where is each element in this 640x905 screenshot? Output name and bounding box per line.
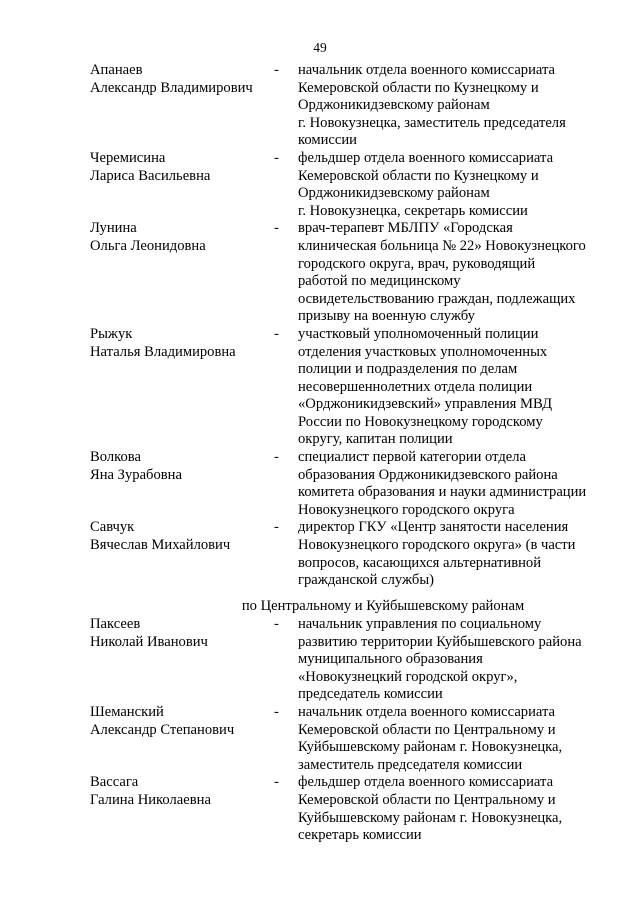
member-name [90, 326, 274, 361]
member-name [90, 704, 274, 739]
position-line: Орджоникидзевскому районам [298, 97, 490, 114]
position-line: развитию территории Куйбышевского района [298, 633, 582, 650]
position-line: секретарь комиссии [298, 827, 422, 844]
position-line: отделения участковых уполномоченных [298, 343, 548, 360]
member-name [90, 220, 274, 255]
position-line: России по Новокузнецкому городскому [298, 413, 543, 430]
dash-separator: - [274, 220, 279, 237]
dash-separator: - [274, 774, 279, 791]
member-position [298, 519, 620, 589]
position-line: Куйбышевскому районам г. Новокузнецка, [298, 809, 563, 826]
position-line: несовершеннолетних отдела полиции [298, 378, 533, 395]
position-line: округу, капитан полиции [298, 431, 453, 448]
position-line: «Орджоникидзевский» управления МВД [298, 396, 553, 413]
member-name [90, 62, 274, 97]
member-entry [90, 616, 620, 704]
position-line: вопросов, касающихся альтернативной [298, 554, 542, 571]
commission-members-central [90, 616, 620, 845]
position-line: Кемеровской области по Центральному и [298, 721, 556, 738]
position-line: г. Новокузнецка, заместитель председателя [298, 114, 566, 131]
position-line: начальник управления по социальному [298, 616, 542, 632]
member-position [298, 704, 620, 774]
member-given-name: Наталья Владимировна [90, 343, 236, 360]
position-line: Новокузнецкого городского округа [298, 501, 515, 518]
position-line: образования Орджоникидзевского района [298, 466, 558, 483]
position-line: г. Новокузнецка, секретарь комиссии [298, 202, 528, 219]
page-number: 49 [313, 40, 327, 55]
member-name [90, 616, 274, 651]
member-entry [90, 774, 620, 844]
dash-separator: - [274, 616, 279, 632]
member-given-name: Александр Степанович [90, 721, 235, 738]
member-entry [90, 519, 620, 589]
position-line: врач-терапевт МБЛПУ «Городская [298, 220, 513, 237]
position-line: фельдшер отдела военного комиссариата [298, 149, 554, 166]
position-line: заместитель председателя комиссии [298, 756, 523, 773]
dash-separator: - [274, 149, 279, 166]
member-surname: Савчук [90, 519, 135, 536]
member-name [90, 150, 274, 185]
section-subheading: по Центральному и Куйбышевскому районам [241, 598, 525, 614]
member-name [90, 774, 274, 809]
dash-separator: - [274, 449, 279, 466]
member-entry [90, 62, 620, 150]
member-entry [90, 150, 620, 220]
position-line: Кемеровской области по Кузнецкому и [298, 79, 539, 96]
member-entry [90, 704, 620, 774]
position-line: гражданской службы) [298, 572, 434, 589]
dash-separator: - [274, 62, 279, 78]
position-line: участковый уполномоченный полиции [298, 325, 539, 342]
dash-separator: - [274, 703, 279, 720]
member-surname: Вассага [90, 774, 139, 791]
position-line: специалист первой категории отдела [298, 449, 526, 466]
member-position [298, 616, 620, 704]
position-line: Кемеровской области по Центральному и [298, 791, 556, 808]
position-line: освидетельствованию граждан, подлежащих [298, 290, 576, 307]
position-line: комитета образования и науки администрации [298, 484, 587, 501]
member-entry [90, 326, 620, 449]
position-line: клиническая больница № 22» Новокузнецкого [298, 237, 586, 254]
member-surname: Лунина [90, 220, 137, 237]
dash-separator: - [274, 325, 279, 342]
member-given-name: Александр Владимирович [90, 79, 253, 96]
member-given-name: Лариса Васильевна [90, 167, 211, 184]
member-given-name: Николай Иванович [90, 633, 208, 650]
position-line: начальник отдела военного комиссариата [298, 703, 556, 720]
member-surname: Рыжук [90, 325, 133, 342]
member-position [298, 62, 620, 150]
member-surname: Апанаев [90, 62, 143, 78]
position-line: работой по медицинскому [298, 273, 461, 290]
member-entry [90, 220, 620, 326]
position-line: начальник отдела военного комиссариата [298, 62, 556, 78]
position-line: Орджоникидзевскому районам [298, 185, 490, 202]
position-line: Кемеровской области по Кузнецкому и [298, 167, 539, 184]
position-line: фельдшер отдела военного комиссариата [298, 774, 554, 791]
position-line: директор ГКУ «Центр занятости населения [298, 519, 569, 536]
position-line: комиссии [298, 132, 357, 149]
dash-separator: - [274, 519, 279, 536]
member-position [298, 449, 620, 519]
position-line: Куйбышевскому районам г. Новокузнецка, [298, 739, 563, 756]
position-line: призыву на военную службу [298, 308, 475, 325]
position-line: «Новокузнецкий городской округ», [298, 668, 518, 685]
member-position [298, 774, 620, 844]
position-line: полиции и подразделения по делам [298, 361, 518, 378]
member-given-name: Вячеслав Михайлович [90, 537, 231, 554]
member-name [90, 449, 274, 484]
position-line: председатель комиссии [298, 686, 443, 703]
member-surname: Шеманский [90, 703, 164, 720]
member-given-name: Яна Зурабовна [90, 466, 182, 483]
member-position [298, 150, 620, 220]
member-position [298, 220, 620, 326]
member-surname: Черемисина [90, 149, 166, 166]
member-given-name: Галина Николаевна [90, 791, 211, 808]
member-surname: Волкова [90, 449, 141, 466]
member-entry [90, 449, 620, 519]
position-line: муниципального образования [298, 651, 483, 668]
member-given-name: Ольга Леонидовна [90, 237, 206, 254]
commission-members-kuznetsky [90, 62, 620, 590]
member-name [90, 519, 274, 554]
position-line: Новокузнецкого городского округа» (в части [298, 537, 576, 554]
member-position [298, 326, 620, 449]
position-line: городского округа, врач, руководящий [298, 255, 536, 272]
member-surname: Паксеев [90, 616, 141, 632]
